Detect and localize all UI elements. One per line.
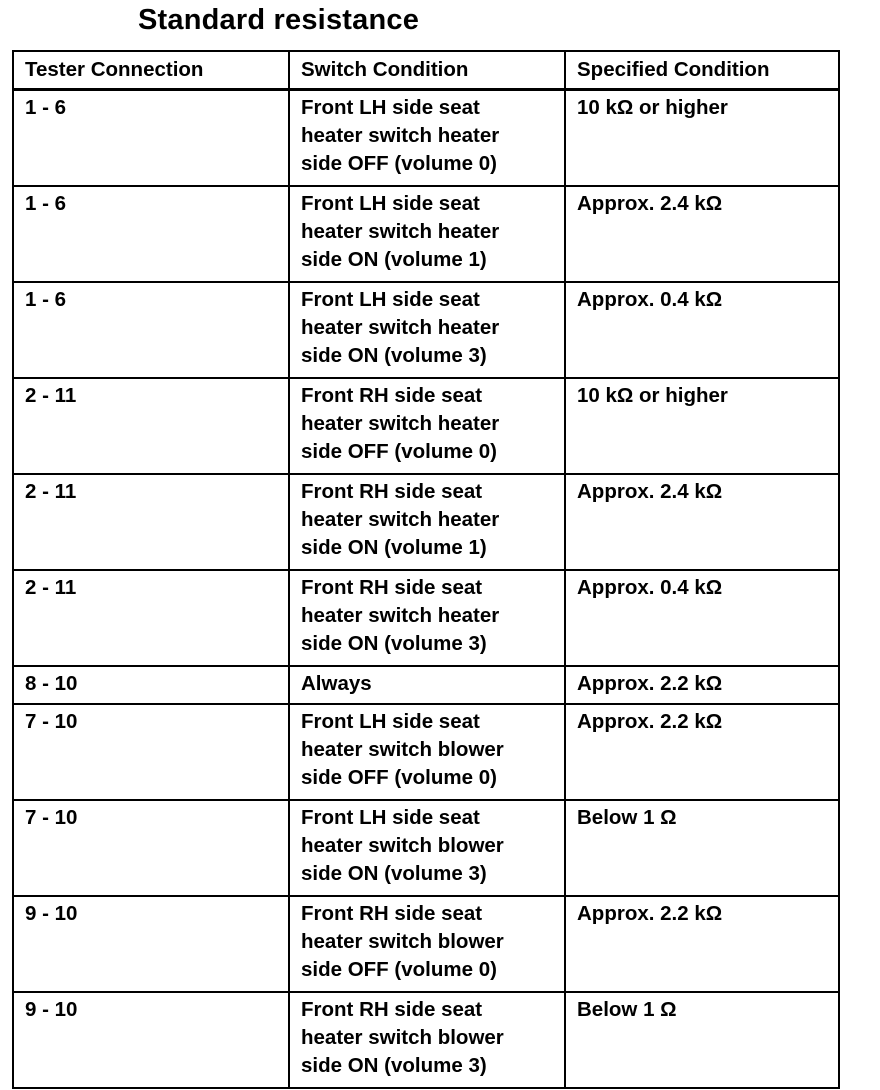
tester-connection-cell: 8 - 10 (13, 666, 289, 704)
specified-condition-cell: Below 1 Ω (565, 992, 839, 1088)
specified-condition-cell: Approx. 2.2 kΩ (565, 896, 839, 992)
header-switch-condition: Switch Condition (289, 51, 565, 90)
switch-condition-cell: Front RH side seat heater switch heater side OFF (volume 0) (289, 378, 565, 474)
tester-connection-cell: 1 - 6 (13, 90, 289, 187)
tester-connection-cell: 2 - 11 (13, 570, 289, 666)
table-row (13, 282, 839, 378)
header-tester-connection: Tester Connection (13, 51, 289, 90)
table-row (13, 186, 839, 282)
tester-connection-cell: 9 - 10 (13, 992, 289, 1088)
switch-condition-cell: Front RH side seat heater switch blower side ON (volume 3) (289, 992, 565, 1088)
header-specified-condition: Specified Condition (565, 51, 839, 90)
specified-condition-cell: Approx. 2.4 kΩ (565, 474, 839, 570)
switch-condition-cell: Front LH side seat heater switch blower side ON (volume 3) (289, 800, 565, 896)
tester-connection-cell: 7 - 10 (13, 704, 289, 800)
switch-condition-cell: Front RH side seat heater switch heater side ON (volume 3) (289, 570, 565, 666)
specified-condition-cell: Approx. 2.2 kΩ (565, 666, 839, 704)
page-title: Standard resistance (138, 4, 420, 36)
specified-condition-cell: Below 1 Ω (565, 800, 839, 896)
table-header-row (13, 51, 839, 90)
table-row (13, 666, 839, 704)
tester-connection-cell: 9 - 10 (13, 896, 289, 992)
tester-connection-cell: 1 - 6 (13, 282, 289, 378)
specified-condition-cell: Approx. 2.2 kΩ (565, 704, 839, 800)
specified-condition-cell: 10 kΩ or higher (565, 90, 839, 187)
table-row (13, 704, 839, 800)
switch-condition-cell: Front LH side seat heater switch blower side OFF (volume 0) (289, 704, 565, 800)
tester-connection-cell: 2 - 11 (13, 378, 289, 474)
specified-condition-cell: 10 kΩ or higher (565, 378, 839, 474)
switch-condition-cell: Front LH side seat heater switch heater side ON (volume 1) (289, 186, 565, 282)
table-row (13, 896, 839, 992)
tester-connection-cell: 2 - 11 (13, 474, 289, 570)
table-row (13, 800, 839, 896)
table-row (13, 474, 839, 570)
switch-condition-cell: Front RH side seat heater switch heater side ON (volume 1) (289, 474, 565, 570)
table-row (13, 992, 839, 1088)
switch-condition-cell: Front LH side seat heater switch heater side ON (volume 3) (289, 282, 565, 378)
switch-condition-cell: Always (289, 666, 565, 704)
switch-condition-cell: Front RH side seat heater switch blower side OFF (volume 0) (289, 896, 565, 992)
specified-condition-cell: Approx. 0.4 kΩ (565, 570, 839, 666)
table-row (13, 90, 839, 187)
standard-resistance-table (12, 50, 840, 1089)
table-row (13, 570, 839, 666)
table-row (13, 378, 839, 474)
tester-connection-cell: 7 - 10 (13, 800, 289, 896)
switch-condition-cell: Front LH side seat heater switch heater side OFF (volume 0) (289, 90, 565, 187)
specified-condition-cell: Approx. 2.4 kΩ (565, 186, 839, 282)
tester-connection-cell: 1 - 6 (13, 186, 289, 282)
specified-condition-cell: Approx. 0.4 kΩ (565, 282, 839, 378)
